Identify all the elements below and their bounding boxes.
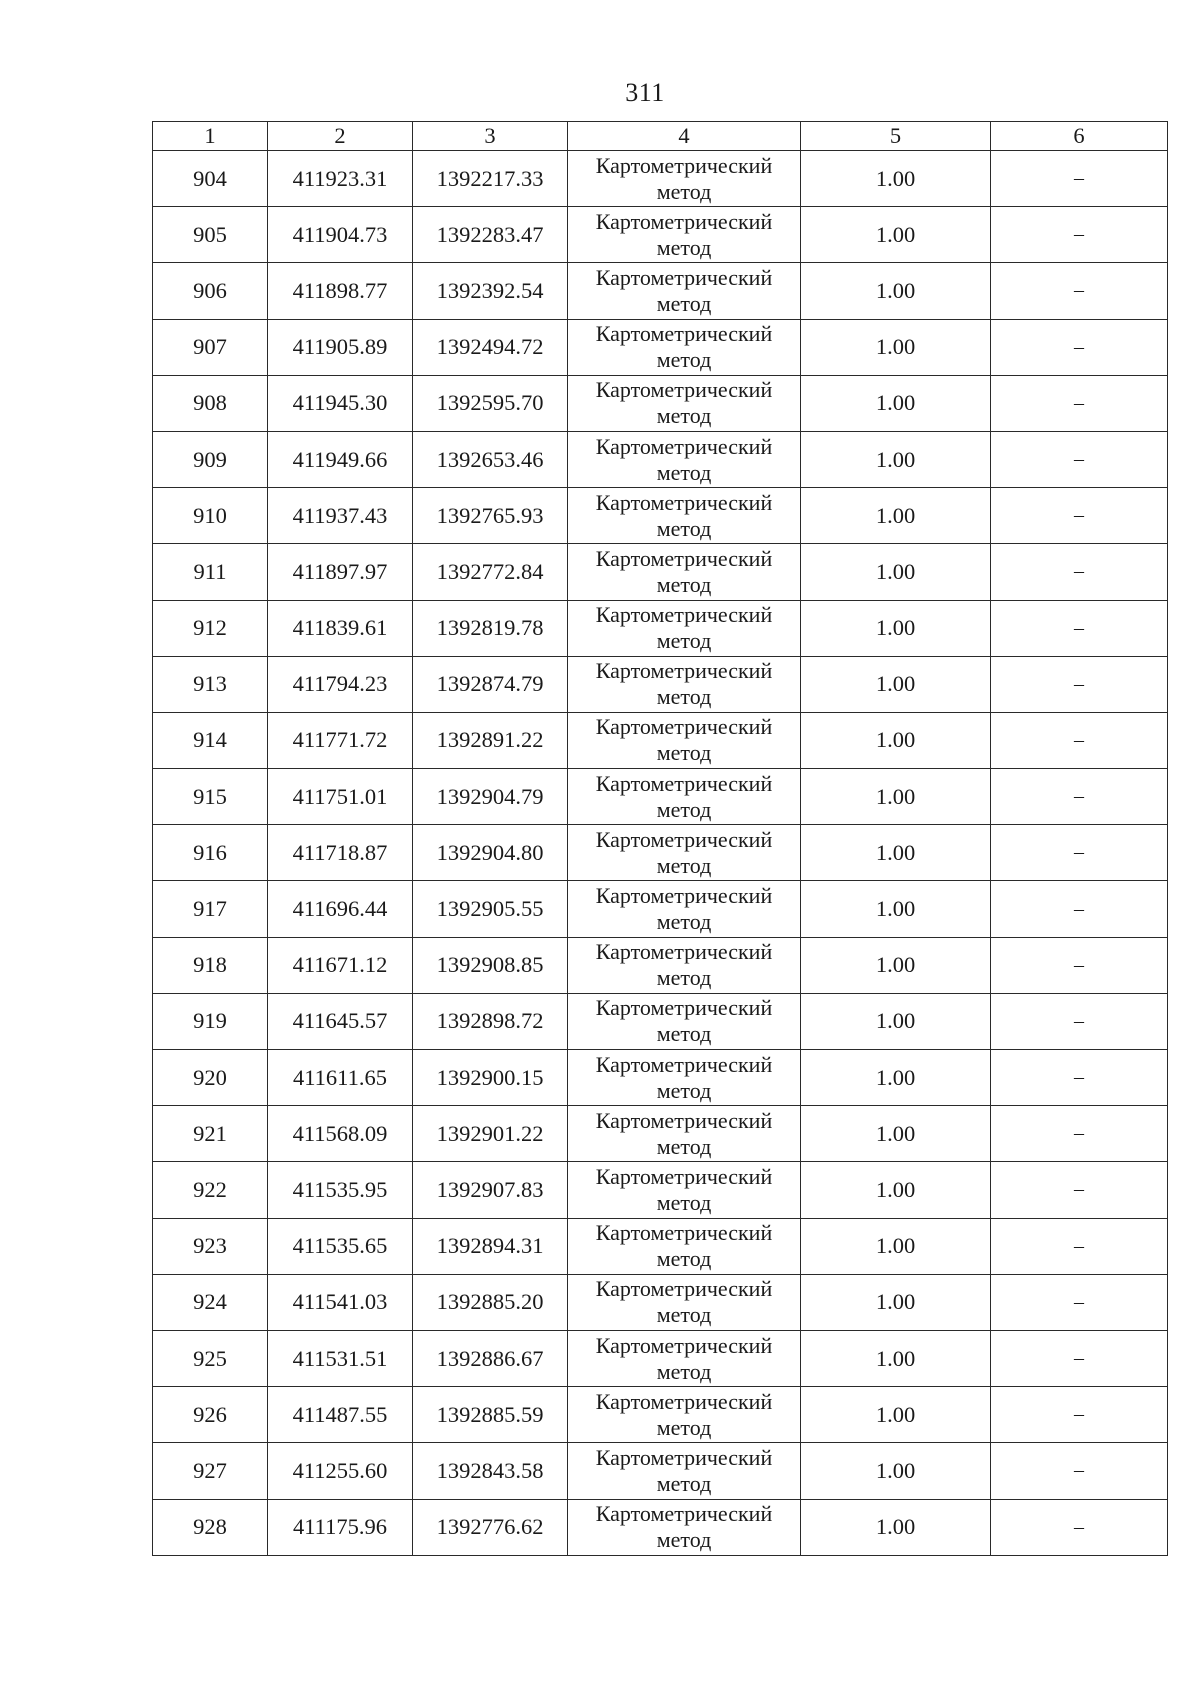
table-row: [153, 1330, 1168, 1386]
y-coordinate-cell: 1392765.93: [413, 488, 568, 544]
point-number-cell: 907: [153, 319, 268, 375]
method-line-1: Картометрический: [595, 714, 773, 740]
method-cell: [568, 375, 801, 431]
method-line-2: метод: [656, 1133, 712, 1159]
coordinates-table: [152, 121, 1168, 1556]
point-number-cell: 923: [153, 1218, 268, 1274]
table-row: [153, 600, 1168, 656]
x-coordinate-cell: 411535.95: [268, 1162, 413, 1218]
y-coordinate-cell: 1392819.78: [413, 600, 568, 656]
x-coordinate-cell: 411611.65: [268, 1050, 413, 1106]
accuracy-cell: 1.00: [801, 1274, 991, 1330]
method-line-2: метод: [656, 1527, 712, 1553]
y-coordinate-cell: 1392392.54: [413, 263, 568, 319]
accuracy-cell: 1.00: [801, 993, 991, 1049]
note-cell: –: [991, 600, 1168, 656]
method-cell: [568, 1387, 801, 1443]
method-line-2: метод: [656, 1470, 712, 1496]
method-line-1: Картометрический: [595, 826, 773, 852]
method-cell: [568, 712, 801, 768]
point-number-cell: 912: [153, 600, 268, 656]
table-row: [153, 825, 1168, 881]
x-coordinate-cell: 411839.61: [268, 600, 413, 656]
table-row: [153, 1218, 1168, 1274]
note-cell: –: [991, 544, 1168, 600]
method-line-2: метод: [656, 628, 712, 654]
method-line-1: Картометрический: [595, 1444, 773, 1470]
note-cell: –: [991, 1499, 1168, 1555]
accuracy-cell: 1.00: [801, 937, 991, 993]
table-row: [153, 263, 1168, 319]
column-header-4: 4: [568, 122, 801, 151]
table-row: [153, 1499, 1168, 1555]
table-body: [153, 151, 1168, 1556]
method-line-2: метод: [656, 1302, 712, 1328]
x-coordinate-cell: 411794.23: [268, 656, 413, 712]
point-number-cell: 905: [153, 207, 268, 263]
accuracy-cell: 1.00: [801, 319, 991, 375]
point-number-cell: 916: [153, 825, 268, 881]
accuracy-cell: 1.00: [801, 600, 991, 656]
point-number-cell: 921: [153, 1106, 268, 1162]
table-row: [153, 151, 1168, 207]
method-cell: [568, 319, 801, 375]
method-line-1: Картометрический: [595, 995, 773, 1021]
table-row: [153, 993, 1168, 1049]
method-cell: [568, 993, 801, 1049]
y-coordinate-cell: 1392595.70: [413, 375, 568, 431]
method-line-1: Картометрический: [595, 1163, 773, 1189]
note-cell: –: [991, 1443, 1168, 1499]
table-row: [153, 1050, 1168, 1106]
y-coordinate-cell: 1392885.20: [413, 1274, 568, 1330]
method-cell: [568, 1499, 801, 1555]
accuracy-cell: 1.00: [801, 1330, 991, 1386]
point-number-cell: 925: [153, 1330, 268, 1386]
y-coordinate-cell: 1392772.84: [413, 544, 568, 600]
x-coordinate-cell: 411937.43: [268, 488, 413, 544]
x-coordinate-cell: 411487.55: [268, 1387, 413, 1443]
point-number-cell: 913: [153, 656, 268, 712]
method-line-2: метод: [656, 1077, 712, 1103]
note-cell: –: [991, 1330, 1168, 1386]
point-number-cell: 926: [153, 1387, 268, 1443]
method-cell: [568, 544, 801, 600]
table-row: [153, 769, 1168, 825]
x-coordinate-cell: 411905.89: [268, 319, 413, 375]
method-line-2: метод: [656, 1246, 712, 1272]
x-coordinate-cell: 411568.09: [268, 1106, 413, 1162]
y-coordinate-cell: 1392904.79: [413, 769, 568, 825]
method-line-2: метод: [656, 965, 712, 991]
method-line-1: Картометрический: [595, 658, 773, 684]
method-line-1: Картометрический: [595, 489, 773, 515]
x-coordinate-cell: 411541.03: [268, 1274, 413, 1330]
method-line-2: метод: [656, 796, 712, 822]
method-line-1: Картометрический: [595, 321, 773, 347]
method-line-2: метод: [656, 909, 712, 935]
y-coordinate-cell: 1392904.80: [413, 825, 568, 881]
x-coordinate-cell: 411904.73: [268, 207, 413, 263]
x-coordinate-cell: 411897.97: [268, 544, 413, 600]
table-row: [153, 1106, 1168, 1162]
method-cell: [568, 769, 801, 825]
method-cell: [568, 1330, 801, 1386]
point-number-cell: 906: [153, 263, 268, 319]
method-line-1: Картометрический: [595, 770, 773, 796]
x-coordinate-cell: 411771.72: [268, 712, 413, 768]
accuracy-cell: 1.00: [801, 712, 991, 768]
y-coordinate-cell: 1392653.46: [413, 431, 568, 487]
method-line-2: метод: [656, 234, 712, 260]
method-line-1: Картометрический: [595, 1501, 773, 1527]
method-line-1: Картометрический: [595, 602, 773, 628]
method-line-2: метод: [656, 684, 712, 710]
note-cell: –: [991, 769, 1168, 825]
point-number-cell: 909: [153, 431, 268, 487]
point-number-cell: 914: [153, 712, 268, 768]
page-number: 311: [625, 78, 665, 107]
accuracy-cell: 1.00: [801, 544, 991, 600]
method-line-1: Картометрический: [595, 1220, 773, 1246]
x-coordinate-cell: 411531.51: [268, 1330, 413, 1386]
point-number-cell: 918: [153, 937, 268, 993]
y-coordinate-cell: 1392900.15: [413, 1050, 568, 1106]
table-row: [153, 656, 1168, 712]
accuracy-cell: 1.00: [801, 263, 991, 319]
note-cell: –: [991, 937, 1168, 993]
x-coordinate-cell: 411696.44: [268, 881, 413, 937]
table-row: [153, 1162, 1168, 1218]
note-cell: –: [991, 825, 1168, 881]
accuracy-cell: 1.00: [801, 207, 991, 263]
y-coordinate-cell: 1392283.47: [413, 207, 568, 263]
point-number-cell: 922: [153, 1162, 268, 1218]
method-line-1: Картометрический: [595, 545, 773, 571]
method-line-2: метод: [656, 1189, 712, 1215]
column-header-5: 5: [801, 122, 991, 151]
note-cell: –: [991, 1162, 1168, 1218]
method-line-1: Картометрический: [595, 1388, 773, 1414]
note-cell: –: [991, 1387, 1168, 1443]
y-coordinate-cell: 1392901.22: [413, 1106, 568, 1162]
table-row: [153, 937, 1168, 993]
method-line-1: Картометрический: [595, 1051, 773, 1077]
method-line-2: метод: [656, 852, 712, 878]
y-coordinate-cell: 1392905.55: [413, 881, 568, 937]
note-cell: –: [991, 1218, 1168, 1274]
table-row: [153, 1443, 1168, 1499]
method-line-1: Картометрический: [595, 377, 773, 403]
table-row: [153, 375, 1168, 431]
method-line-2: метод: [656, 1414, 712, 1440]
table-row: [153, 319, 1168, 375]
x-coordinate-cell: 411949.66: [268, 431, 413, 487]
point-number-cell: 919: [153, 993, 268, 1049]
column-header-6: 6: [991, 122, 1168, 151]
accuracy-cell: 1.00: [801, 1499, 991, 1555]
x-coordinate-cell: 411751.01: [268, 769, 413, 825]
point-number-cell: 910: [153, 488, 268, 544]
note-cell: –: [991, 1106, 1168, 1162]
note-cell: –: [991, 712, 1168, 768]
x-coordinate-cell: 411898.77: [268, 263, 413, 319]
y-coordinate-cell: 1392217.33: [413, 151, 568, 207]
accuracy-cell: 1.00: [801, 151, 991, 207]
y-coordinate-cell: 1392891.22: [413, 712, 568, 768]
method-cell: [568, 825, 801, 881]
point-number-cell: 927: [153, 1443, 268, 1499]
table-row: [153, 1274, 1168, 1330]
column-header-2: 2: [268, 122, 413, 151]
method-cell: [568, 937, 801, 993]
method-line-1: Картометрический: [595, 1332, 773, 1358]
point-number-cell: 908: [153, 375, 268, 431]
y-coordinate-cell: 1392886.67: [413, 1330, 568, 1386]
method-line-2: метод: [656, 347, 712, 373]
method-cell: [568, 600, 801, 656]
method-cell: [568, 656, 801, 712]
note-cell: –: [991, 375, 1168, 431]
note-cell: –: [991, 993, 1168, 1049]
note-cell: –: [991, 319, 1168, 375]
note-cell: –: [991, 881, 1168, 937]
method-cell: [568, 151, 801, 207]
method-line-1: Картометрический: [595, 883, 773, 909]
accuracy-cell: 1.00: [801, 656, 991, 712]
accuracy-cell: 1.00: [801, 1050, 991, 1106]
y-coordinate-cell: 1392894.31: [413, 1218, 568, 1274]
accuracy-cell: 1.00: [801, 1443, 991, 1499]
y-coordinate-cell: 1392874.79: [413, 656, 568, 712]
method-line-2: метод: [656, 571, 712, 597]
table-row: [153, 881, 1168, 937]
y-coordinate-cell: 1392885.59: [413, 1387, 568, 1443]
point-number-cell: 915: [153, 769, 268, 825]
y-coordinate-cell: 1392776.62: [413, 1499, 568, 1555]
note-cell: –: [991, 488, 1168, 544]
x-coordinate-cell: 411535.65: [268, 1218, 413, 1274]
method-cell: [568, 881, 801, 937]
x-coordinate-cell: 411645.57: [268, 993, 413, 1049]
x-coordinate-cell: 411671.12: [268, 937, 413, 993]
method-line-1: Картометрический: [595, 152, 773, 178]
point-number-cell: 928: [153, 1499, 268, 1555]
method-line-1: Картометрический: [595, 433, 773, 459]
note-cell: –: [991, 656, 1168, 712]
method-line-2: метод: [656, 1358, 712, 1384]
accuracy-cell: 1.00: [801, 769, 991, 825]
method-cell: [568, 1162, 801, 1218]
note-cell: –: [991, 431, 1168, 487]
method-line-2: метод: [656, 515, 712, 541]
method-cell: [568, 1106, 801, 1162]
note-cell: –: [991, 151, 1168, 207]
table-row: [153, 1387, 1168, 1443]
y-coordinate-cell: 1392843.58: [413, 1443, 568, 1499]
method-cell: [568, 431, 801, 487]
accuracy-cell: 1.00: [801, 825, 991, 881]
accuracy-cell: 1.00: [801, 1162, 991, 1218]
table-row: [153, 431, 1168, 487]
accuracy-cell: 1.00: [801, 1106, 991, 1162]
method-cell: [568, 1443, 801, 1499]
y-coordinate-cell: 1392898.72: [413, 993, 568, 1049]
method-line-1: Картометрический: [595, 939, 773, 965]
method-cell: [568, 263, 801, 319]
method-cell: [568, 1050, 801, 1106]
method-line-1: Картометрический: [595, 1276, 773, 1302]
method-line-2: метод: [656, 403, 712, 429]
x-coordinate-cell: 411945.30: [268, 375, 413, 431]
accuracy-cell: 1.00: [801, 431, 991, 487]
point-number-cell: 904: [153, 151, 268, 207]
method-line-2: метод: [656, 290, 712, 316]
note-cell: –: [991, 1274, 1168, 1330]
method-line-1: Картометрический: [595, 264, 773, 290]
method-cell: [568, 207, 801, 263]
point-number-cell: 911: [153, 544, 268, 600]
y-coordinate-cell: 1392908.85: [413, 937, 568, 993]
table-row: [153, 207, 1168, 263]
table-row: [153, 544, 1168, 600]
note-cell: –: [991, 263, 1168, 319]
y-coordinate-cell: 1392907.83: [413, 1162, 568, 1218]
column-header-1: 1: [153, 122, 268, 151]
method-line-1: Картометрический: [595, 1107, 773, 1133]
method-line-2: метод: [656, 740, 712, 766]
accuracy-cell: 1.00: [801, 881, 991, 937]
table-row: [153, 712, 1168, 768]
point-number-cell: 917: [153, 881, 268, 937]
accuracy-cell: 1.00: [801, 488, 991, 544]
y-coordinate-cell: 1392494.72: [413, 319, 568, 375]
table-header-row: [153, 122, 1168, 151]
point-number-cell: 920: [153, 1050, 268, 1106]
method-line-2: метод: [656, 178, 712, 204]
column-header-3: 3: [413, 122, 568, 151]
point-number-cell: 924: [153, 1274, 268, 1330]
table-row: [153, 488, 1168, 544]
accuracy-cell: 1.00: [801, 375, 991, 431]
method-cell: [568, 1218, 801, 1274]
method-line-2: метод: [656, 459, 712, 485]
x-coordinate-cell: 411255.60: [268, 1443, 413, 1499]
note-cell: –: [991, 207, 1168, 263]
method-line-2: метод: [656, 1021, 712, 1047]
accuracy-cell: 1.00: [801, 1218, 991, 1274]
x-coordinate-cell: 411175.96: [268, 1499, 413, 1555]
method-line-1: Картометрический: [595, 208, 773, 234]
method-cell: [568, 488, 801, 544]
x-coordinate-cell: 411923.31: [268, 151, 413, 207]
note-cell: –: [991, 1050, 1168, 1106]
accuracy-cell: 1.00: [801, 1387, 991, 1443]
method-cell: [568, 1274, 801, 1330]
x-coordinate-cell: 411718.87: [268, 825, 413, 881]
